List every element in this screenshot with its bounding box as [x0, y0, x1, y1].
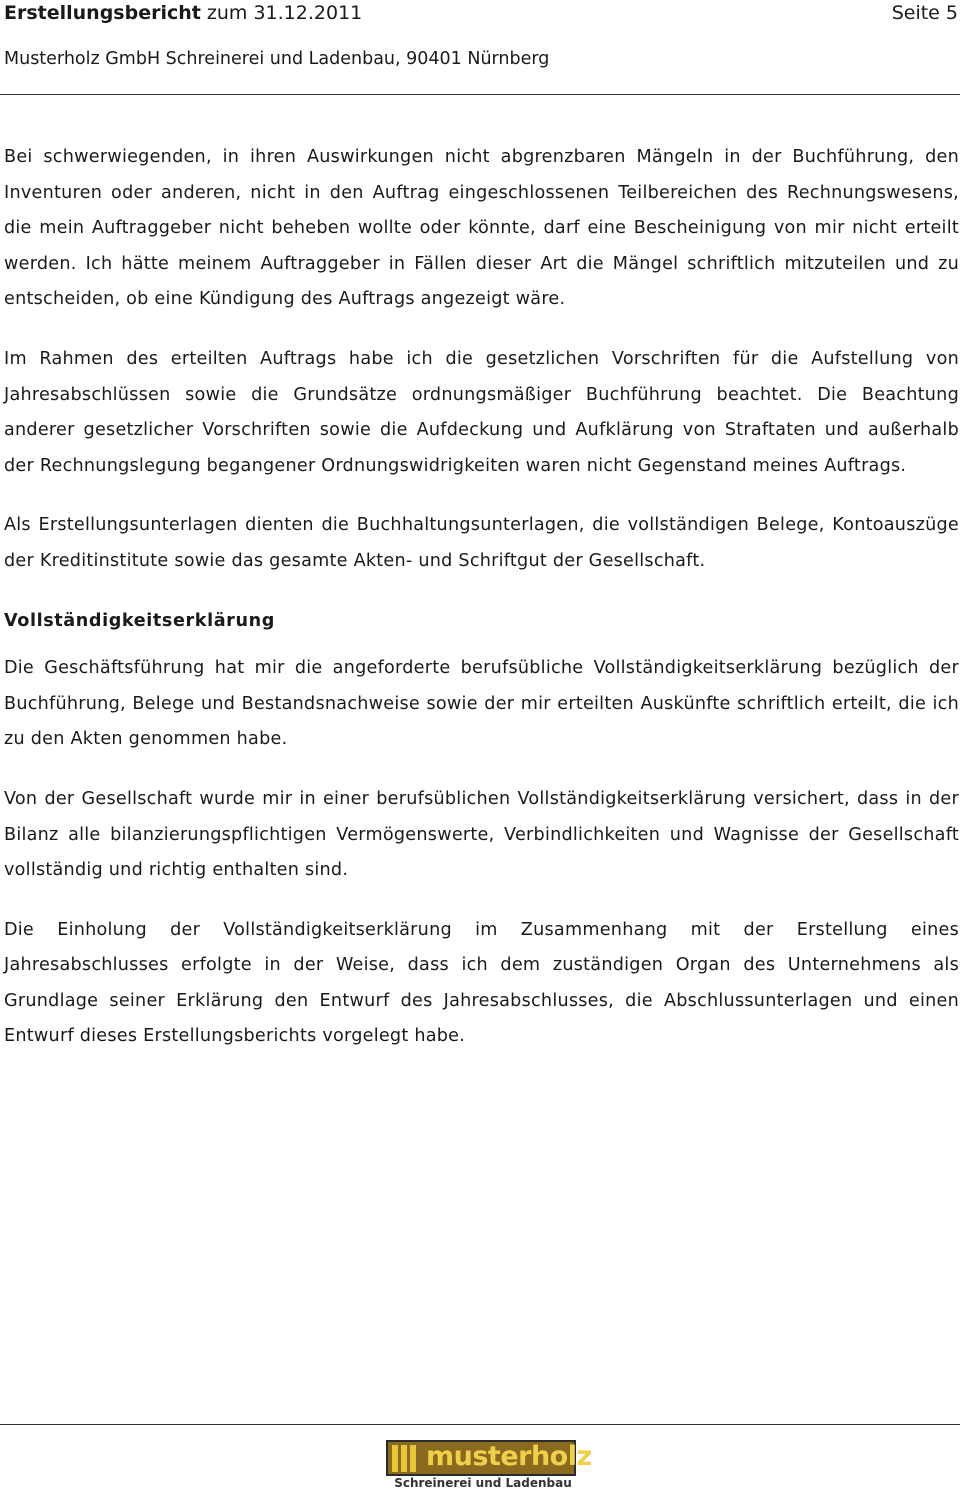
report-title-bold: Erstellungsbericht [4, 2, 201, 24]
section-heading: Vollständigkeitserklärung [4, 610, 275, 631]
logo-subtitle: Schreinerei und Ladenbau [394, 1476, 572, 1490]
logo-bars-icon [392, 1445, 422, 1472]
report-title [4, 1, 362, 25]
paragraph-einholung: Die Einholung der Vollständigkeitserklärung im Zusammenhang mit der Erstellung eines Jahresabschlusses erfolgte in der Weise, dass ich dem zuständigen Organ des Unternehmens als Grundlage seiner Erklärung den Entwurf des Jahresabschlusses, die Abschlussunterlagen und einen Entwurf dieses Erstellungsberichts vorgelegt habe. [4, 919, 959, 1047]
company-logo [386, 1440, 592, 1490]
company-line: Musterholz GmbH Schreinerei und Ladenbau, 90401 Nürnberg [4, 49, 550, 69]
footer-divider [0, 1424, 960, 1425]
report-title-date: zum 31.12.2011 [200, 2, 363, 24]
report-body [4, 140, 959, 1079]
page-header [4, 0, 958, 71]
paragraph-erstellungsunterlagen: Als Erstellungsunterlagen dienten die Buchhaltungsunterlagen, die vollständigen Belege, Kontoauszüge der Kreditinstitute sowie das gesamte Akten- und Schriftgut der Gesellschaft. [4, 515, 959, 571]
paragraph-versicherung: Von der Gesellschaft wurde mir in einer berufsüblichen Vollständigkeitserklärung versichert, dass in der Bilanz alle bilanzierungspflichtigen Vermögenswerte, Verbindlichkeiten und Wagnisse der Gesellschaft vollständig und richtig enthalten sind. [4, 788, 959, 881]
logo-box [386, 1440, 592, 1476]
paragraph-geschaeftsfuehrung: Die Geschäftsführung hat mir die angeforderte berufsübliche Vollständigkeitserklärung bezüglich der Buchführung, Belege und Bestandsnachweise sowie der mir erteilten Auskünfte schriftlich erteilt, die ich zu den Akten genommen habe. [4, 658, 959, 750]
logo-wordmark: musterholz [426, 1441, 592, 1472]
paragraph-auftragsrahmen: Im Rahmen des erteilten Auftrags habe ich die gesetzlichen Vorschriften für die Aufstellung von Jahresabschlüssen sowie die Grundsätze ordnungsmäßiger Buchführung beachtet. Die Beachtung anderer gesetzlicher Vorschriften sowie die Aufdeckung und Aufklärung von Straftaten und außerhalb der Rechnungslegung begangener Ordnungswidrigkeiten waren nicht Gegenstand meines Auftrags. [4, 348, 959, 476]
paragraph-maengel: Bei schwerwiegenden, in ihren Auswirkungen nicht abgrenzbaren Mängeln in der Buchführung, den Inventuren oder anderen, nicht in den Auftrag eingeschlossenen Teilbereichen des Rechnungswesens, die mein Auftraggeber nicht beheben wollte oder könnte, darf eine Bescheinigung von mir nicht erteilt werden. Ich hätte meinem Auftraggeber in Fällen dieser Art die Mängel schriftlich mitzuteilen und zu entscheiden, ob eine Kündigung des Auftrags angezeigt wäre. [4, 147, 959, 310]
header-divider [0, 94, 960, 95]
page-number: Seite 5 [891, 2, 958, 24]
header-row [4, 0, 958, 25]
